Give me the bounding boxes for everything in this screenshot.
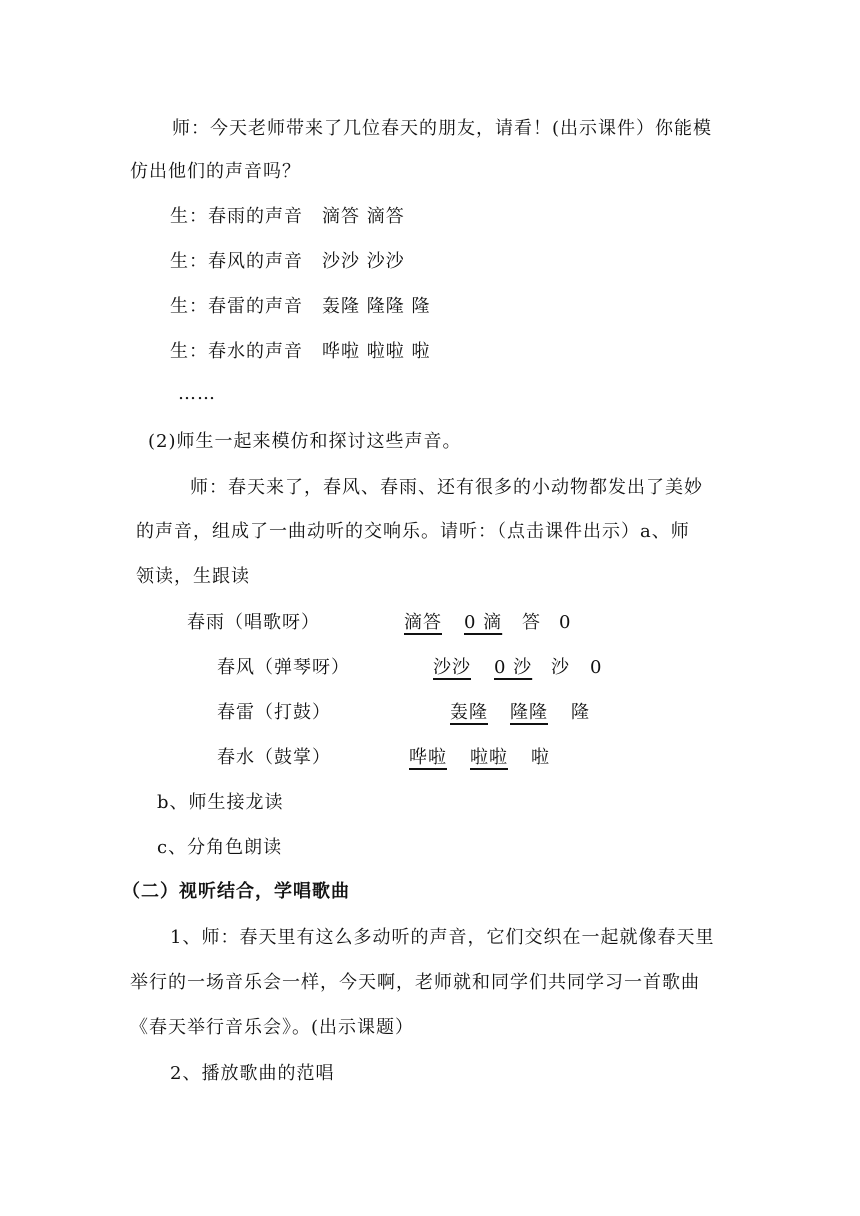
step-b: b、师生接龙读 [157,792,284,813]
concert-intro-line-2: 举行的一场音乐会一样，今天啊，老师就和同学们共同学习一首歌曲 [130,972,700,993]
concert-intro-line-1: 1、师：春天里有这么多动听的声音，它们交织在一起就像春天里 [170,927,715,948]
rhythm-beat: 沙沙 [433,657,471,678]
rhythm-beat: 答 [522,612,541,633]
rhythm-beat: 0 [559,612,572,633]
rhythm-beat: 啦啦 [470,747,508,768]
ellipsis: …… [178,383,216,404]
rhythm-label: 春雨（唱歌呀） [187,612,320,633]
rhythm-label: 春水（鼓掌） [217,747,331,768]
step-2-heading: (2)师生一起来模仿和探讨这些声音。 [148,431,462,452]
rhythm-beat: 啦 [531,747,550,768]
teacher-intro-line-1: 师：今天老师带来了几位春天的朋友，请看！(出示课件）你能模 [172,118,713,139]
student-answer-rain: 生：春雨的声音 滴答 滴答 [170,206,405,227]
rhythm-beat: 0 [590,657,603,678]
concert-intro-line-3: 《春天举行音乐会》。(出示课题） [130,1017,415,1038]
rhythm-beat: 滴答 [404,612,442,633]
student-answer-thunder: 生：春雷的声音 轰隆 隆隆 隆 [170,296,431,317]
rhythm-label: 春雷（打鼓） [217,702,331,723]
rhythm-beat: 哗啦 [409,747,447,768]
rhythm-beat: 轰隆 [450,702,488,723]
teacher-symphony-line-1: 师：春天来了，春风、春雨、还有很多的小动物都发出了美妙 [190,477,703,498]
rhythm-beat: 0 滴 [464,612,503,633]
student-answer-wind: 生：春风的声音 沙沙 沙沙 [170,251,405,272]
section-2-heading: （二）视听结合，学唱歌曲 [122,881,350,902]
rhythm-beat: 隆 [571,702,590,723]
step-c: c、分角色朗读 [157,837,283,858]
rhythm-beat: 0 沙 [494,657,533,678]
step-play-demo: 2、播放歌曲的范唱 [170,1063,335,1084]
teacher-symphony-line-3: 领读，生跟读 [136,566,250,587]
teacher-intro-line-2: 仿出他们的声音吗？ [130,161,301,182]
student-answer-water: 生：春水的声音 哗啦 啦啦 啦 [170,341,431,362]
rhythm-label: 春风（弹琴呀） [217,657,350,678]
rhythm-beat: 隆隆 [510,702,548,723]
rhythm-beat: 沙 [551,657,570,678]
teacher-symphony-line-2: 的声音，组成了一曲动听的交响乐。请听：（点击课件出示）a、师 [136,521,690,542]
